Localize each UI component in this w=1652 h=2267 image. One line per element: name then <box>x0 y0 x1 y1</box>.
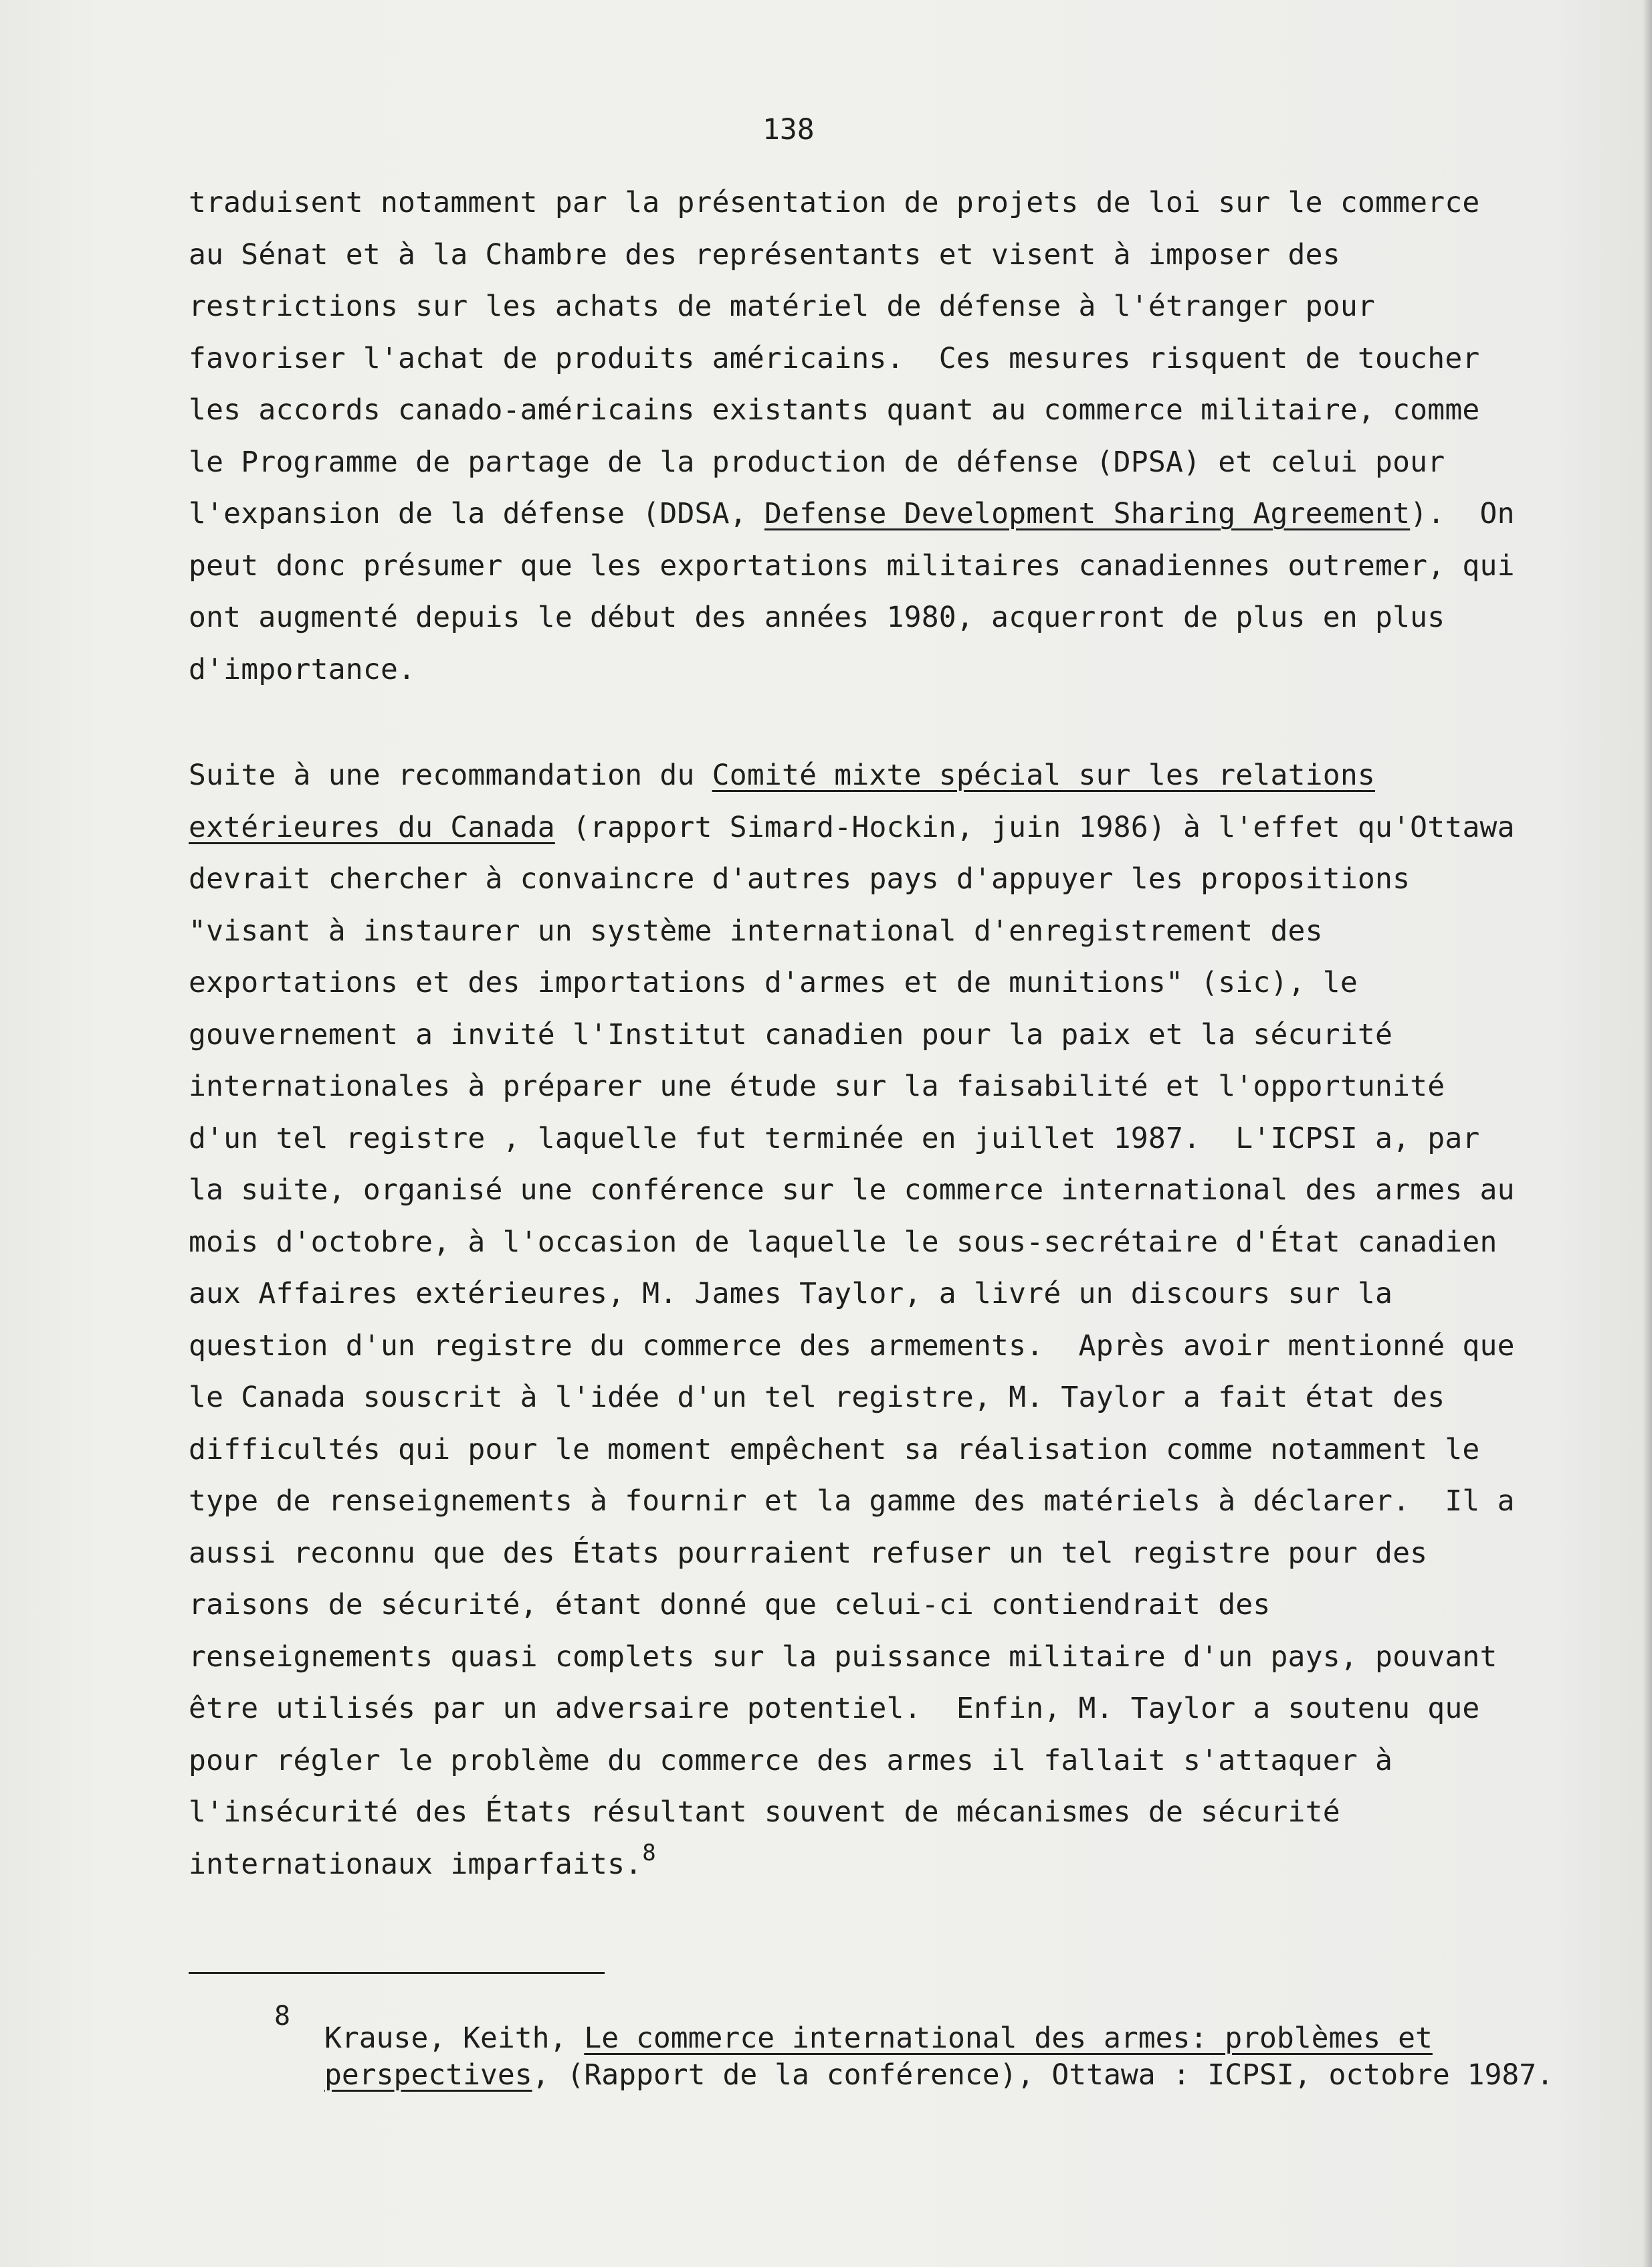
text-line: ont augmenté depuis le début des années 1980, acquerront de plus en plus <box>189 601 1445 634</box>
committee-title: Comité mixte spécial sur les relations <box>712 759 1376 792</box>
text-line: restrictions sur les achats de matériel de défense à l'étranger pour <box>189 290 1375 323</box>
text-segment: ). On <box>1410 497 1515 530</box>
text-line: d'un tel registre , laquelle fut terminée en juillet 1987. L'ICPSI a, par <box>189 1121 1480 1155</box>
text-line: type de renseignements à fournir et la gamme des matériels à déclarer. Il a <box>189 1484 1515 1518</box>
text-segment: l'expansion de la défense (DDSA, <box>189 497 764 530</box>
text-line: le Programme de partage de la production de défense (DPSA) et celui pour <box>189 445 1445 479</box>
footnote-marker: 8 <box>274 2001 291 2032</box>
text-line: l'insécurité des États résultant souvent de mécanismes de sécurité <box>189 1795 1340 1829</box>
footnote-line <box>324 2020 1595 2057</box>
page-number: 138 <box>762 113 815 146</box>
text-segment: internationaux imparfaits. <box>189 1847 643 1881</box>
footnote-line <box>324 2057 1595 2094</box>
text-line: peut donc présumer que les exportations militaires canadiennes outremer, qui <box>189 549 1515 583</box>
page-edge-shadow <box>1643 0 1652 2267</box>
footnote <box>324 2020 1595 2094</box>
text-segment: (rapport Simard-Hockin, juin 1986) à l'effet qu'Ottawa <box>554 810 1515 844</box>
text-line: difficultés qui pour le moment empêchent sa réalisation comme notamment le <box>189 1432 1480 1466</box>
text-line: traduisent notamment par la présentation de projets de loi sur le commerce <box>189 186 1480 219</box>
text-line: les accords canado-américains existants quant au commerce militaire, comme <box>189 393 1480 427</box>
text-line: le Canada souscrit à l'idée d'un tel registre, M. Taylor a fait état des <box>189 1381 1445 1414</box>
text-line: la suite, organisé une conférence sur le commerce international des armes au <box>189 1173 1515 1207</box>
text-line <box>189 802 1526 854</box>
text-line: aux Affaires extérieures, M. James Taylor, a livré un discours sur la <box>189 1277 1393 1310</box>
cited-title: Le commerce international des armes: problèmes et <box>584 2022 1433 2055</box>
text-line: question d'un registre du commerce des armements. Après avoir mentionné que <box>189 1328 1515 1363</box>
footnote-reference: 8 <box>642 1839 656 1866</box>
text-line: aussi reconnu que des États pourraient refuser un tel registre pour des <box>189 1536 1428 1570</box>
text-line: internationales à préparer une étude sur la faisabilité et l'opportunité <box>189 1070 1445 1103</box>
text-line: pour régler le problème du commerce des armes il fallait s'attaquer à <box>189 1743 1393 1777</box>
committee-title-cont: extérieures du Canada <box>189 810 555 844</box>
text-line: d'importance. <box>189 652 416 686</box>
text-line: au Sénat et à la Chambre des représentants et visent à imposer des <box>189 237 1340 272</box>
text-segment: , (Rapport de la conférence), Ottawa : ICPSI, octobre 1987. <box>532 2058 1554 2092</box>
text-line: devrait chercher à convaincre d'autres pays d'appuyer les propositions <box>189 862 1411 896</box>
text-line: mois d'octobre, à l'occasion de laquelle le sous-secrétaire d'État canadien <box>189 1225 1498 1259</box>
text-line: favoriser l'achat de produits américains. Ces mesures risquent de toucher <box>189 341 1480 375</box>
footnote-separator <box>189 1972 605 1974</box>
text-line <box>189 750 1526 802</box>
agreement-title: Defense Development Sharing Agreement <box>764 497 1411 530</box>
text-line: renseignements quasi complets sur la puissance militaire d'un pays, pouvant <box>189 1640 1498 1674</box>
text-segment: Suite à une recommandation du <box>189 759 712 792</box>
text-line: exportations et des importations d'armes et de munitions" (sic), le <box>189 966 1358 999</box>
paragraph-2 <box>189 750 1526 1892</box>
text-segment: Krause, Keith, <box>324 2022 585 2055</box>
text-line: raisons de sécurité, étant donné que celui-ci contiendrait des <box>189 1588 1271 1621</box>
text-line: être utilisés par un adversaire potentiel. Enfin, M. Taylor a soutenu que <box>189 1692 1480 1725</box>
cited-title-cont: perspectives <box>324 2058 532 2092</box>
text-line <box>189 488 1526 540</box>
text-line: gouvernement a invité l'Institut canadien pour la paix et la sécurité <box>189 1017 1393 1052</box>
text-line: "visant à instaurer un système international d'enregistrement des <box>189 914 1323 948</box>
paragraph-1 <box>189 177 1526 696</box>
text-line <box>189 1839 1526 1893</box>
